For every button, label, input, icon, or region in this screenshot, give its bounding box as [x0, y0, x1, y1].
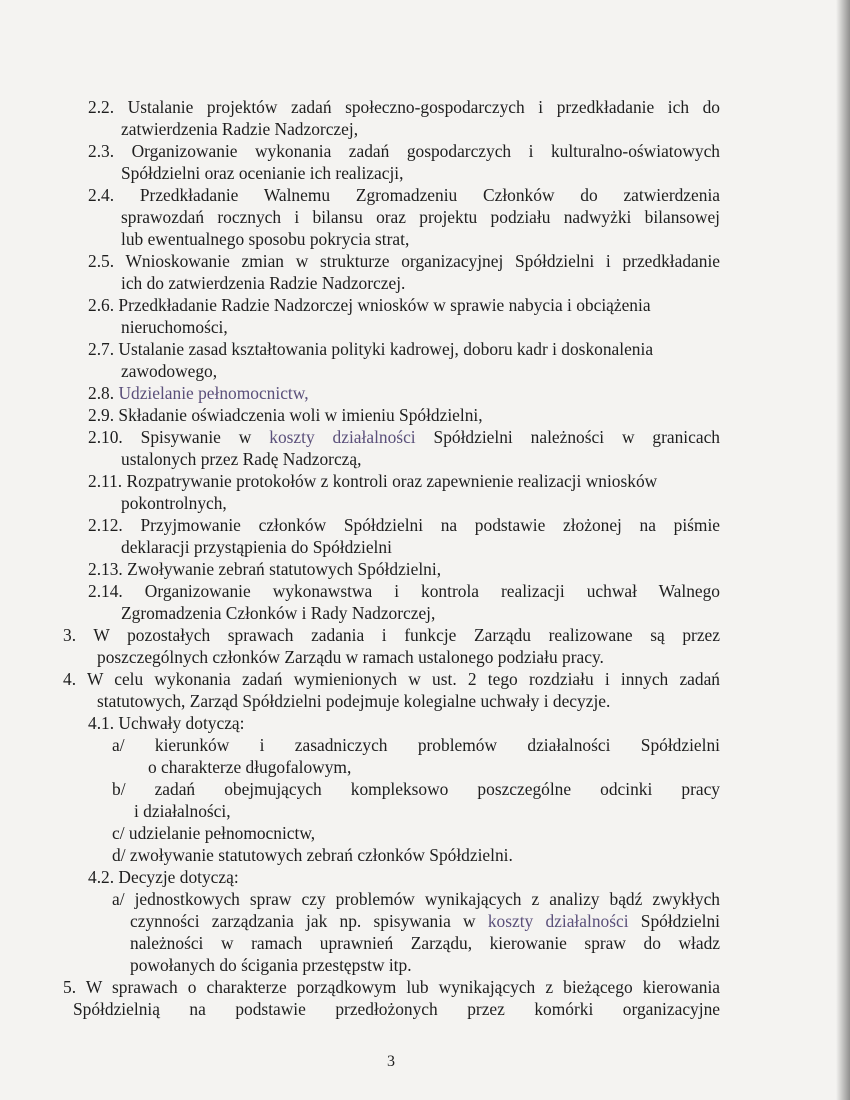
text-line: 4. W celu wykonania zadań wymienionych w ust. 2 tego rozdziału i innych zadań — [63, 669, 720, 689]
text-line: 4.1. Uchwały dotyczą: — [88, 713, 245, 733]
page-number: 3 — [387, 1053, 395, 1070]
text-line: 2.5. Wnioskowanie zmian w strukturze organizacyjnej Spółdzielni i przedkładanie — [88, 251, 720, 271]
text-line: d/ zwoływanie statutowych zebrań członków Spółdzielni. — [112, 845, 513, 865]
text-line: a/ kierunków i zasadniczych problemów działalności Spółdzielni — [112, 735, 720, 755]
text-line: 4.2. Decyzje dotyczą: — [88, 867, 239, 887]
text-line: i działalności, — [134, 801, 231, 821]
text-line: 3. W pozostałych sprawach zadania i funkcje Zarządu realizowane są przez — [63, 625, 720, 645]
text-line: b/ zadań obejmujących kompleksowo poszczególne odcinki pracy — [112, 779, 720, 799]
text-line: poszczególnych członków Zarządu w ramach ustalonego podziału pracy. — [97, 647, 604, 667]
text-line: zawodowego, — [121, 361, 218, 381]
text-line: lub ewentualnego sposobu pokrycia strat, — [121, 229, 410, 249]
text-line: pokontrolnych, — [121, 493, 227, 513]
text-line: 2.12. Przyjmowanie członków Spółdzielni na podstawie złożonej na piśmie — [88, 515, 720, 535]
text-line: deklaracji przystąpienia do Spółdzielni — [121, 537, 392, 557]
text-line: o charakterze długofalowym, — [148, 757, 352, 777]
text-line: zatwierdzenia Radzie Nadzorczej, — [121, 119, 359, 139]
text-line: 2.14. Organizowanie wykonawstwa i kontrola realizacji uchwał Walnego — [88, 581, 720, 601]
text-line: 2.6. Przedkładanie Radzie Nadzorczej wniosków w sprawie nabycia i obciążenia — [88, 295, 651, 315]
text-line: ustalonych przez Radę Nadzorczą, — [121, 449, 362, 469]
text-line: Zgromadzenia Członków i Rady Nadzorczej, — [121, 603, 436, 623]
text-line: czynności zarządzania jak np. spisywania w koszty działalności Spółdzielni — [130, 911, 720, 931]
text-line: statutowych, Zarząd Spółdzielni podejmuje kolegialne uchwały i decyzje. — [97, 691, 611, 711]
text-line: 2.9. Składanie oświadczenia woli w imieniu Spółdzielni, — [88, 405, 483, 425]
text-line: Spółdzielni oraz ocenianie ich realizacji, — [121, 163, 404, 183]
text-line: Spółdzielnią na podstawie przedłożonych przez komórki organizacyjne — [73, 999, 720, 1019]
text-line: sprawozdań rocznych i bilansu oraz projektu podziału nadwyżki bilansowej — [121, 207, 720, 227]
scan-edge-shadow — [836, 0, 850, 1100]
text-line: ich do zatwierdzenia Radzie Nadzorczej. — [121, 273, 406, 293]
text-line: 5. W sprawach o charakterze porządkowym lub wynikających z bieżącego kierowania — [63, 977, 720, 997]
text-line: 2.4. Przedkładanie Walnemu Zgromadzeniu Członków do zatwierdzenia — [88, 185, 720, 205]
text-line: 2.8. Udzielanie pełnomocnictw, — [88, 383, 309, 403]
text-line: należności w ramach uprawnień Zarządu, kierowanie spraw do władz — [130, 933, 720, 953]
text-line: 2.13. Zwoływanie zebrań statutowych Spółdzielni, — [88, 559, 442, 579]
text-line: 2.11. Rozpatrywanie protokołów z kontroli oraz zapewnienie realizacji wniosków — [88, 471, 658, 491]
text-line: 2.2. Ustalanie projektów zadań społeczno-gospodarczych i przedkładanie ich do — [88, 97, 720, 117]
text-line: powołanych do ścigania przestępstw itp. — [130, 955, 412, 975]
text-line: 2.3. Organizowanie wykonania zadań gospodarczych i kulturalno-oświatowych — [88, 141, 720, 161]
text-line: nieruchomości, — [121, 317, 228, 337]
text-line: a/ jednostkowych spraw czy problemów wynikających z analizy bądź zwykłych — [112, 889, 720, 909]
text-line: 2.10. Spisywanie w koszty działalności Spółdzielni należności w granicach — [88, 427, 720, 447]
text-line: 2.7. Ustalanie zasad kształtowania polityki kadrowej, doboru kadr i doskonalenia — [88, 339, 654, 359]
text-line: c/ udzielanie pełnomocnictw, — [112, 823, 316, 843]
